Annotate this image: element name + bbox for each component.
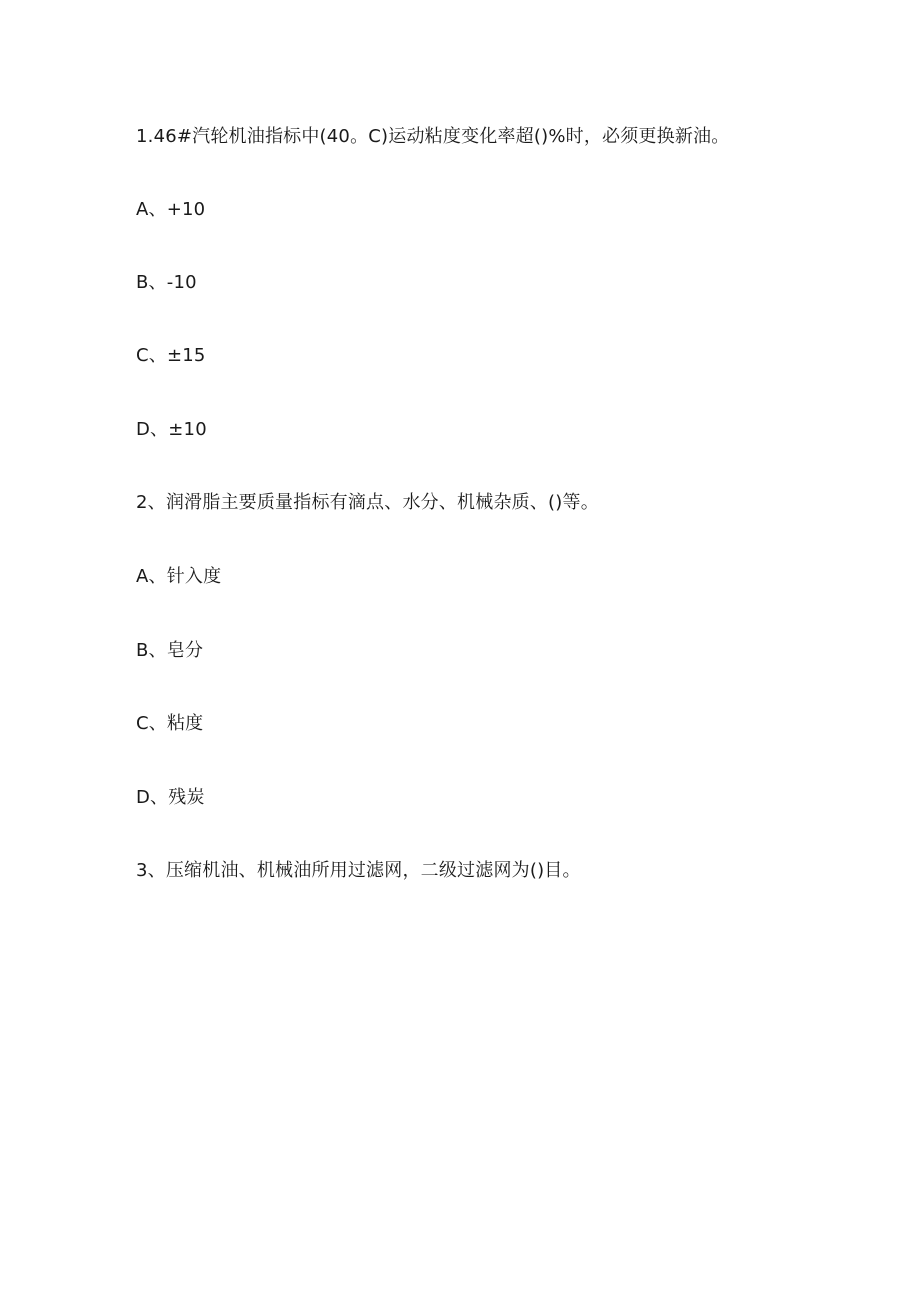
question-1-option-d: D、±10 xyxy=(136,419,207,440)
question-1-option-c: C、±15 xyxy=(136,345,206,366)
question-2: 2、润滑脂主要质量指标有滴点、水分、机械杂质、()等。 xyxy=(136,492,599,513)
question-1: 1.46#汽轮机油指标中(40。C)运动粘度变化率超()%时，必须更换新油。 xyxy=(136,126,730,147)
question-2-option-d: D、残炭 xyxy=(136,787,205,808)
question-3: 3、压缩机油、机械油所用过滤网，二级过滤网为()目。 xyxy=(136,860,581,881)
question-1-option-b: B、-10 xyxy=(136,272,197,293)
question-1-option-a: A、+10 xyxy=(136,199,206,220)
question-2-option-a: A、针入度 xyxy=(136,566,222,587)
question-2-option-c: C、粘度 xyxy=(136,713,204,734)
question-2-option-b: B、皂分 xyxy=(136,640,204,661)
